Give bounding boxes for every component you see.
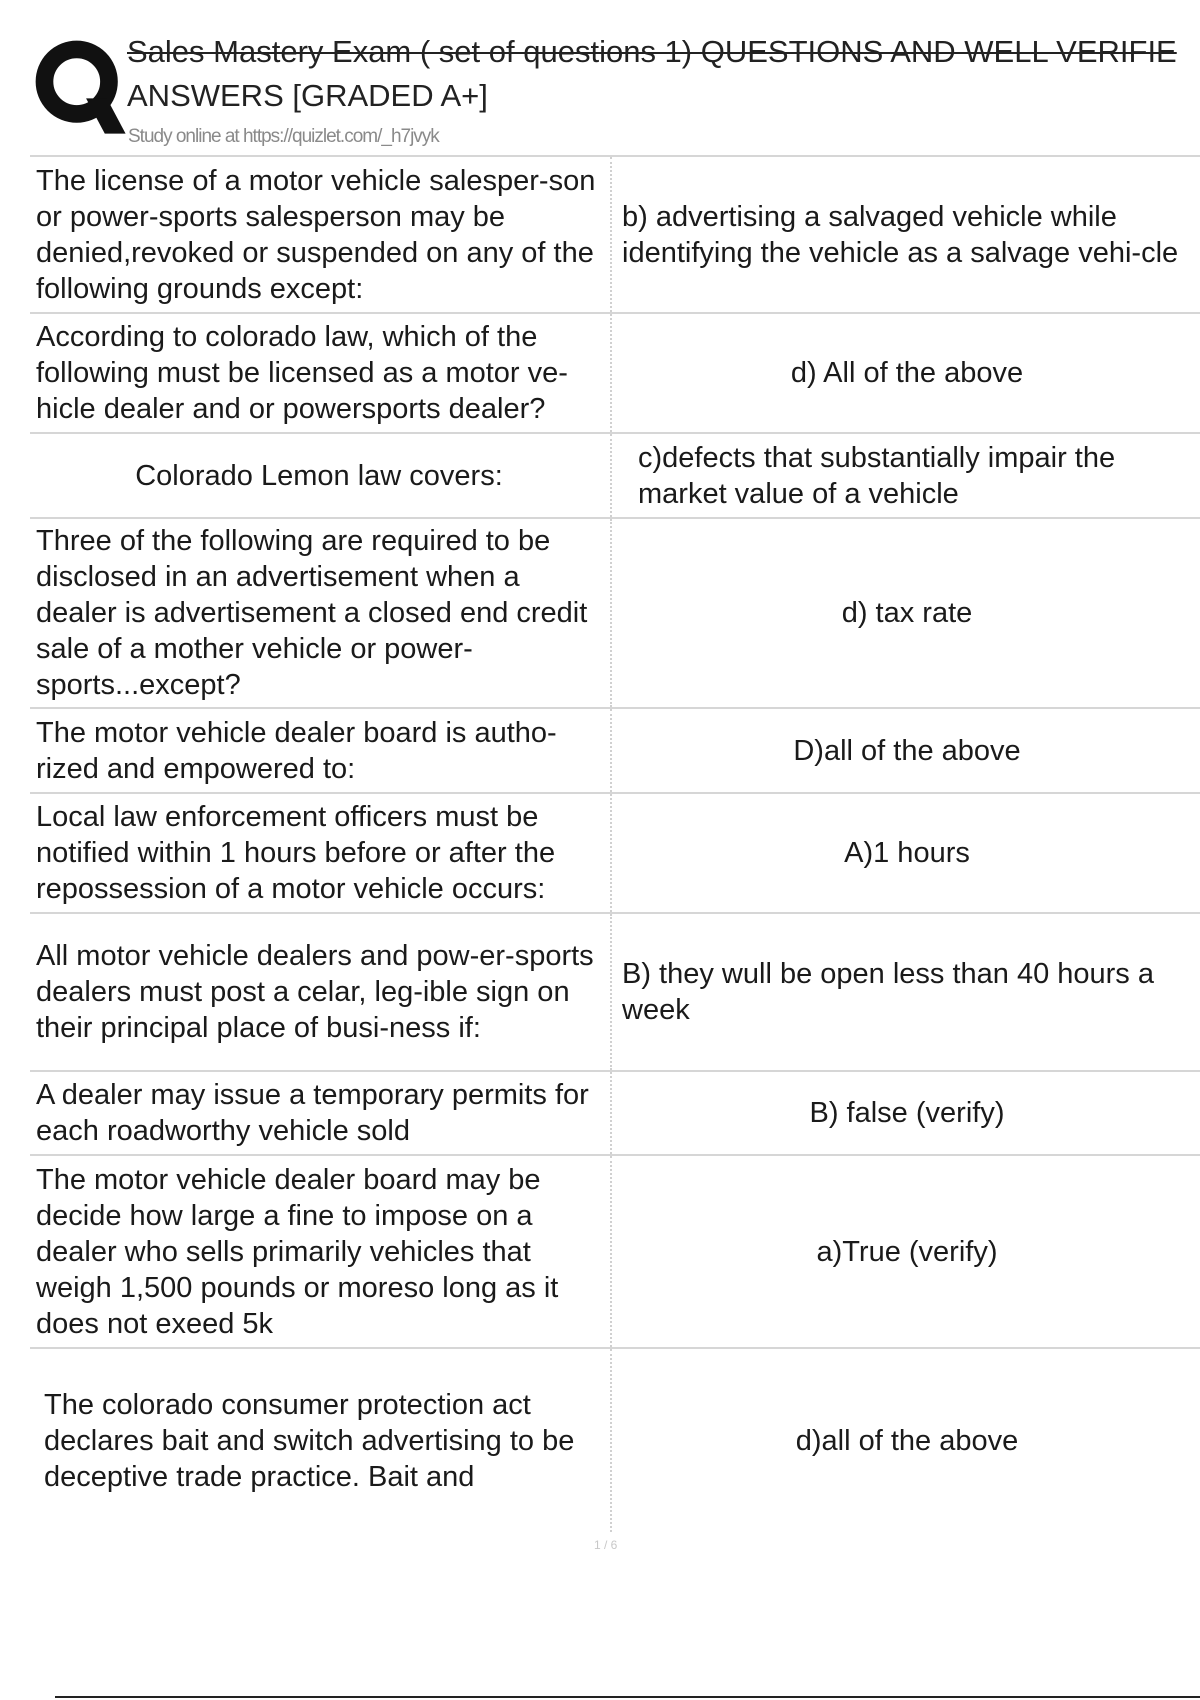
flashcard-term: A dealer may issue a temporary permits for each roadworthy vehicle sold	[30, 1072, 612, 1154]
footer-divider	[55, 1696, 1200, 1698]
quizlet-q-logo-icon	[32, 38, 136, 142]
flashcard-row	[30, 517, 1200, 707]
flashcard-definition: a)True (verify)	[816, 1235, 998, 1268]
flashcard-term: The motor vehicle dealer board is autho-rized and empowered to:	[30, 709, 612, 792]
flashcard-row	[30, 707, 1200, 792]
document-title-line-1: Sales Mastery Exam ( set of questions 1) QUESTIONS AND WELL VERIFIE	[127, 34, 1177, 69]
flashcard-row	[30, 1154, 1200, 1347]
flashcard-row	[30, 792, 1200, 912]
flashcard-term: Three of the following are required to be disclosed in an advertisement when a dealer is advertisement a closed end credit sale of a mother vehicle or power-sports...except?	[30, 519, 612, 707]
flashcard-term: The motor vehicle dealer board may be decide how large a fine to impose on a dealer who sells primarily vehicles that weigh 1,500 pounds or moreso long as it does not exeed 5k	[30, 1156, 612, 1347]
flashcard-definition: d) All of the above	[790, 357, 1024, 389]
flashcard-term: The license of a motor vehicle salesper-son or power-sports salesperson may be denied,revoked or suspended on any of the following grounds except:	[30, 157, 612, 312]
flashcard-row	[30, 1347, 1200, 1532]
flashcard-term: Colorado Lemon law covers:	[30, 434, 612, 517]
flashcard-definition: D)all of the above	[793, 734, 1021, 767]
flashcard-row	[30, 912, 1200, 1070]
flashcard-row	[30, 155, 1200, 312]
flashcard-definition: B) they wull be open less than 40 hours a week	[622, 958, 1154, 1026]
study-online-link[interactable]: Study online at https://quizlet.com/_h7jvyk	[128, 126, 439, 147]
flashcard-definition: b) advertising a salvaged vehicle while identifying the vehicle as a salvage vehi-cle	[622, 200, 1179, 269]
flashcard-term: Local law enforcement officers must be notified within 1 hours before or after the repossession of a motor vehicle occurs:	[30, 794, 612, 912]
page-indicator: 1 / 6	[594, 1538, 618, 1552]
flashcard-definition: A)1 hours	[844, 837, 970, 869]
document-title-line-2: ANSWERS [GRADED A+]	[127, 78, 488, 113]
flashcard-definition: B) false (verify)	[809, 1097, 1005, 1129]
flashcard-row	[30, 312, 1200, 432]
document-header	[30, 30, 1200, 150]
flashcard-table	[30, 155, 1200, 1532]
flashcard-definition: d)all of the above	[795, 1424, 1019, 1457]
flashcard-term: All motor vehicle dealers and pow-er-sports dealers must post a celar, leg-ible sign on their principal place of busi-ness if:	[30, 914, 612, 1070]
flashcard-term: The colorado consumer protection act declares bait and switch advertising to be deceptive trade practice. Bait and	[30, 1349, 612, 1532]
flashcard-definition: c)defects that substantially impair the market value of a vehicle	[638, 441, 1116, 510]
flashcard-row	[30, 432, 1200, 517]
flashcard-row	[30, 1070, 1200, 1154]
flashcard-term: According to colorado law, which of the following must be licensed as a motor ve-hicle dealer and or powersports dealer?	[30, 314, 612, 432]
flashcard-definition: d) tax rate	[841, 597, 973, 629]
